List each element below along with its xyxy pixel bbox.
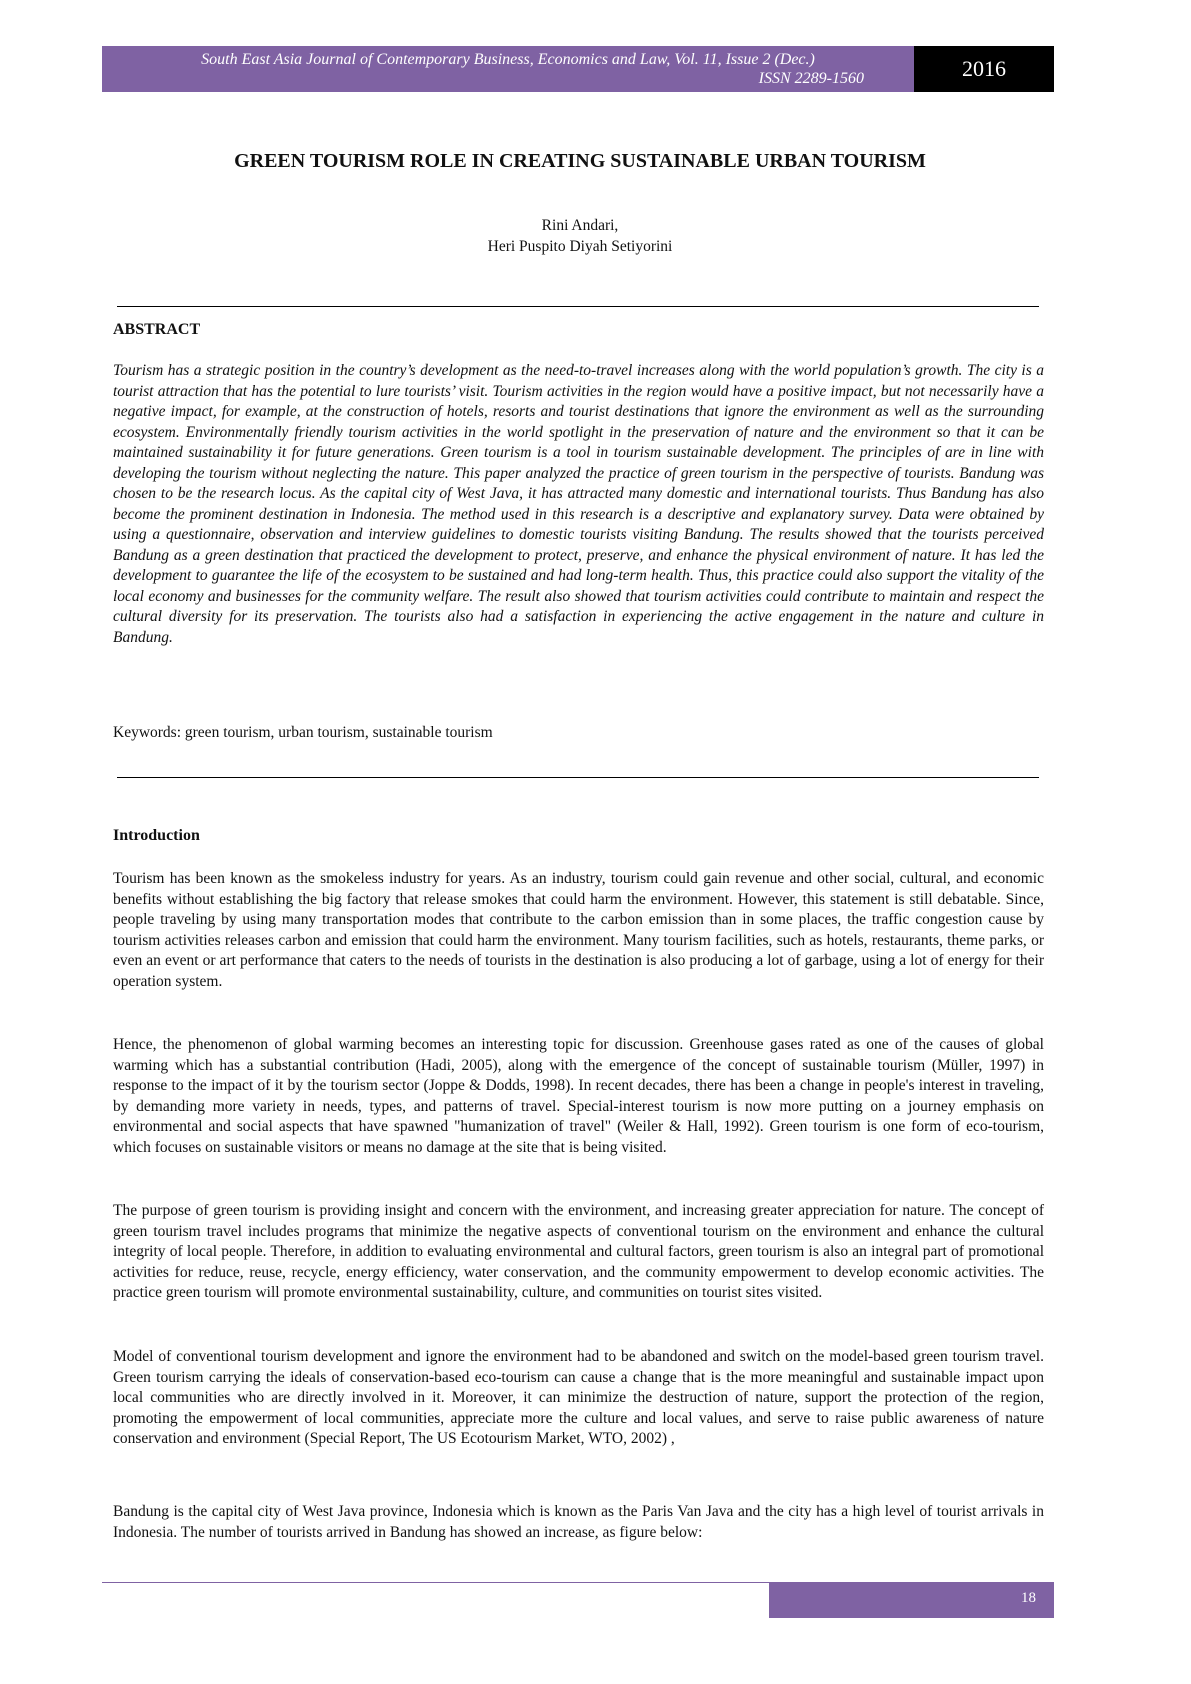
body-paragraph: Model of conventional tourism development and ignore the environment had to be abandoned and switch on the model-based green tourism travel. Green tourism carrying the ideals of conservation-based eco-tourism can cause a change that is the more meaningful and sustainable impact upon local communities who are directly involved in it. Moreover, it can minimize the destruction of nature, support the protection of the region, promoting the empowerment of local communities, appreciate more the culture and local values, and serve to raise public awareness of nature conservation and environment (Special Report, The US Ecotourism Market, WTO, 2002) , [113, 1348, 1044, 1447]
abstract-text: Tourism has a strategic position in the country’s development as the need-to-travel increases along with the world population’s growth. The city is a tourist attraction that has the potential to lure tourists’ visit. Tourism activities in the region would have a positive impact, but not necessarily have a negative impact, for example, at the construction of hotels, resorts and tourist destinations that ignore the environment as well as the surrounding ecosystem. Environmentally friendly tourism activities in the world spotlight in the preservation of nature and the environment so that it can be maintained sustainability it for future generations. Green tourism is a tool in tourism sustainable development. The principles of are in line with developing the tourism without neglecting the nature. This paper analyzed the practice of green tourism in the perspective of tourists. Bandung was chosen to be the research locus. As the capital city of West Java, it has attracted many domestic and international tourists. Thus Bandung has also become the prominent destination in Indonesia. The method used in this research is a descriptive and explanatory survey. Data were obtained by using a questionnaire, observation and interview guidelines to domestic tourists visiting Bandung. The results showed that the tourists perceived Bandung as a green destination that practiced the development to protect, preserve, and enhance the physical environment of nature. It has led the development to guarantee the life of the ecosystem to be sustained and had long-term health. Thus, this practice could also support the vitality of the local economy and businesses for the community welfare. The result also showed that tourism activities could contribute to maintain and respect the cultural diversity for its preservation. The tourists also had a satisfaction in experiencing the active engagement in the nature and culture in Bandung. [113, 362, 1044, 646]
body-paragraph: Bandung is the capital city of West Java province, Indonesia which is known as the Paris Van Java and the city has a high level of tourist arrivals in Indonesia. The number of tourists arrived in Bandung has showed an increase, as figure below: [113, 1503, 1044, 1541]
introduction-heading: Introduction [113, 827, 200, 844]
abstract-heading: ABSTRACT [113, 321, 201, 338]
keywords-line: Keywords: green tourism, urban tourism, sustainable tourism [113, 724, 493, 741]
body-paragraph: The purpose of green tourism is providing insight and concern with the environment, and increasing greater appreciation for nature. The concept of green tourism travel includes programs that minimize the negative aspects of conventional tourism on the environment and enhance the cultural integrity of local people. Therefore, in addition to evaluating environmental and cultural factors, green tourism is also an integral part of promotional activities for reduce, reuse, recycle, energy efficiency, water conservation, and the community empowerment to develop economic activities. The practice green tourism will promote environmental sustainability, culture, and communities on tourist sites visited. [113, 1202, 1044, 1301]
page-number-band [769, 1582, 1054, 1618]
page-number: 18 [1021, 1590, 1036, 1606]
year-badge: 2016 [914, 46, 1054, 92]
section-divider [117, 777, 1039, 778]
paper-title: GREEN TOURISM ROLE IN CREATING SUSTAINABLE URBAN TOURISM [234, 150, 926, 172]
body-paragraph: Tourism has been known as the smokeless industry for years. As an industry, tourism could gain revenue and other social, cultural, and economic benefits without establishing the big factory that release smokes that could harm the environment. However, this statement is still debatable. Since, people traveling by using many transportation modes that contribute to the carbon emission than in some places, the traffic congestion cause by tourism activities releases carbon and emission that could harm the environment. Many tourism facilities, such as hotels, restaurants, theme parks, or even an event or art performance that caters to the needs of tourists in the destination is also producing a lot of garbage, using a lot of energy for their operation system. [113, 870, 1044, 990]
author-list [100, 215, 1060, 257]
journal-name: South East Asia Journal of Contemporary Business, Economics and Law, Vol. 11, Issue 2 (Dec.) [201, 51, 815, 68]
body-paragraph: Hence, the phenomenon of global warming becomes an interesting topic for discussion. Greenhouse gases rated as one of the causes of global warming which has a substantial contribution (Hadi, 2005), along with the emergence of the concept of sustainable tourism (Müller, 1997) in response to the impact of it by the tourism sector (Joppe & Dodds, 1998). In recent decades, there has been a change in people's interest in traveling, by demanding more variety in needs, types, and patterns of travel. Special-interest tourism is now more putting on a journey emphasis on environmental and social aspects that have spawned "humanization of travel" (Weiler & Hall, 1992). Green tourism is one form of eco-tourism, which focuses on sustainable visitors or means no damage at the site that is being visited. [113, 1036, 1044, 1156]
issn-label: ISSN 2289-1560 [758, 70, 864, 87]
journal-header-band [102, 46, 914, 92]
author-name: Heri Puspito Diyah Setiyorini [487, 238, 673, 255]
section-divider [117, 306, 1039, 307]
author-name: Rini Andari, [541, 217, 619, 234]
